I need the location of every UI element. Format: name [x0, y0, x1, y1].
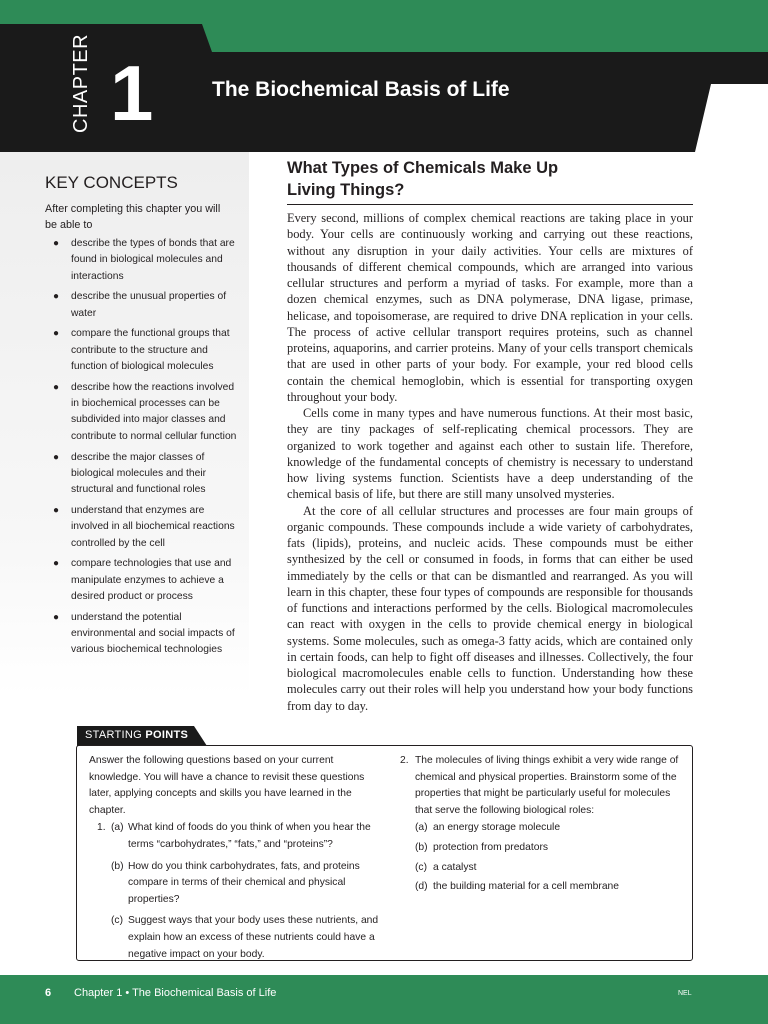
chapter-number: 1	[110, 49, 154, 137]
page-footer	[0, 975, 768, 1024]
footer-running-title: Chapter 1 • The Biochemical Basis of Life	[74, 987, 277, 999]
bullet-icon: ●	[53, 558, 60, 570]
publisher-mark: NEL	[678, 990, 692, 997]
bullet-icon: ●	[53, 291, 60, 303]
key-concept-item: ● compare the functional groups that contribute to the structure and function of biological molecules	[53, 328, 230, 373]
question-2-part-d: (d) the building material for a cell membrane	[415, 881, 620, 893]
question-2: 2. The molecules of living things exhibit a very wide range of chemical and physical properties. Brainstorm some of the properties that might be particularly useful for molecules that serve the following biological roles:	[400, 755, 679, 816]
key-concept-item: ● understand the potential environmental and social impacts of various biochemical technologies	[53, 611, 235, 656]
question-1-part-c: (c) Suggest ways that your body uses these nutrients, and explain how an excess of these nutrients could have a negative impact on your body.	[111, 915, 379, 960]
key-concept-item: ● describe the unusual properties of water	[53, 291, 227, 319]
chapter-label: CHAPTER	[70, 33, 92, 133]
bullet-icon: ●	[53, 328, 60, 340]
bullet-icon: ●	[53, 504, 60, 516]
starting-points-right-column	[400, 753, 685, 896]
body-paragraph: At the core of all cellular structures and processes are four main groups of organic compounds. These compounds include a wide variety of carbohydrates, fats (lipids), proteins, and nucleic acids. These compounds must be either synthesized by the cell or consumed in foods, in forms that can either be used immediately by the cells or that can be dismantled and rearranged. As you will learn in this chapter, these four types of compounds are responsible for thousands of functions and interactions performed by the cells. Biological macromolecules can react with oxygen in the cells to provide chemical energy in biological systems. Some molecules, such as omega-3 fatty acids, which are contained only in certain foods, can help to fight off diseases and illnesses. Collectively, the four biological macromolecules enable cells to function. Understanding how these molecules carry out their roles will help you understand how your body functions from day to day.	[287, 503, 693, 713]
question-2-part-b: (b) protection from predators	[415, 841, 549, 853]
key-concept-item: ● describe how the reactions involved in biochemical processes can be subdivided into major classes and contribute to normal cellular function	[53, 381, 237, 442]
key-concept-item: ● describe the types of bonds that are found in biological molecules and interactions	[53, 238, 235, 282]
starting-points-intro: Answer the following questions based on your current knowledge. You will have a chance to revisit these questions later, applying concepts and skills you have learned in the chapter.	[89, 755, 365, 816]
key-concept-item: ● describe the major classes of biological molecules and their structural and functional roles	[53, 451, 207, 496]
section-heading: What Types of Chemicals Make Up Living Things?	[287, 159, 559, 199]
question-1-part-b: (b) How do you think carbohydrates, fats, and proteins compare in terms of their chemical and physical properties?	[111, 860, 360, 905]
page-number: 6	[45, 987, 52, 999]
key-concepts-intro: After completing this chapter you will be able to	[45, 203, 221, 232]
key-concepts-title: KEY CONCEPTS	[45, 173, 178, 192]
heading-divider	[287, 204, 693, 205]
question-1-part-a: 1. (a) What kind of foods do you think of when you hear the terms “carbohydrates,” “fats,” and “proteins”?	[97, 822, 371, 850]
key-concept-item: ● understand that enzymes are involved in all biochemical reactions controlled by the cell	[53, 504, 235, 549]
question-2-part-a: (a) an energy storage molecule	[415, 822, 561, 834]
chapter-title: The Biochemical Basis of Life	[212, 78, 510, 101]
question-2-part-c: (c) a catalyst	[415, 861, 477, 873]
starting-points-label: STARTING POINTS	[85, 729, 189, 741]
body-paragraph: Every second, millions of complex chemical reactions are taking place in your body. Your cells are continuously working and carrying out these reactions, without any disruption in your daily activities. Your cells are mixtures of thousands of different chemical compounds, which are arranged into various cellular structures and perform a myriad of tasks. For example, more than a dozen chemical enzymes, such as DNA polymerase, DNA ligase, primase, helicase, and topoisomerase, are required to drive DNA replication in your cells. The process of active cellular transport requires proteins, such as channel proteins, aquaporins, and carrier proteins. Many of your cells transport chemicals that are used in other parts of your body. For example, your red blood cells contain the chemical hemoglobin, which is essential for transporting oxygen throughout your body.	[287, 211, 693, 404]
bullet-icon: ●	[53, 381, 60, 393]
bullet-icon: ●	[53, 238, 60, 249]
body-text	[287, 210, 693, 714]
key-concepts-list	[45, 236, 240, 663]
starting-points-left-column	[89, 753, 381, 963]
bullet-icon: ●	[53, 451, 60, 463]
body-paragraph: Cells come in many types and have numerous functions. At their most basic, they are tiny packages of self-replicating chemical processors. They are organized to work together and against each other to sustain life. Therefore, knowledge of the fundamental concepts of chemistry is necessary to understand how living systems function. Scientists have a deep understanding of the chemical basis of life, but there are still many unsolved mysteries.	[287, 406, 693, 502]
key-concept-item: ● compare technologies that use and manipulate enzymes to achieve a desired product or process	[53, 558, 232, 602]
bullet-icon: ●	[53, 611, 60, 623]
